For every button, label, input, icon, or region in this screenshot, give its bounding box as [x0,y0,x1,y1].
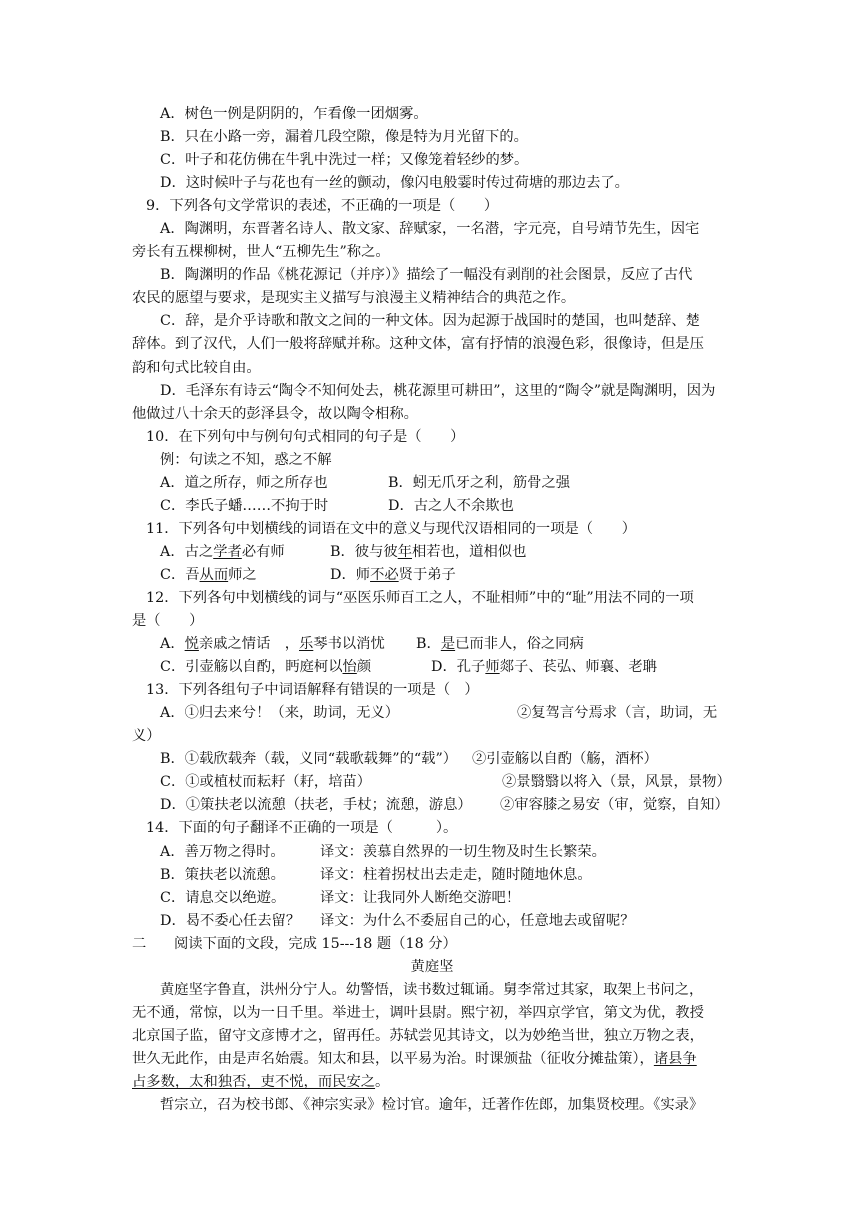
q12-option-a: A．悦亲戚之情话 ，乐琴书以消忧 [160,636,385,653]
q9-option-c-line1: C．辞，是介乎诗歌和散文之间的一种文体。因为起源于战国时的楚国，也叫楚辞、楚 [160,313,700,330]
q9-option-b-line2: 农民的愿望与要求，是现实主义描写与浪漫主义精神结合的典范之作。 [132,290,576,307]
q8-option-c: C．叶子和花仿佛在牛乳中洗过一样；又像笼着轻纱的梦。 [160,152,529,169]
underlined-sentence: 诸县争 [653,1050,697,1067]
passage-title: 黄庭坚 [410,958,454,975]
q9-option-a-line2: 旁长有五棵柳树，世人“五柳先生”称之。 [132,244,390,261]
q10-option-b: B．蚓无爪牙之利，筋骨之强 [388,474,571,491]
q12-stem-line2: 是（ ） [132,613,204,630]
q14-option-d: D．曷不委心任去留？ 译文：为什么不委屈自己的心，任意地去或留呢？ [160,912,635,929]
q12-option-c: C．引壶觞以自酌，眄庭柯以怡颜 [160,659,372,676]
section2-heading: 二 阅读下面的文段，完成 15---18 题（18 分） [132,935,457,952]
q8-option-b: B．只在小路一旁，漏着几段空隙，像是特为月光留下的。 [160,129,528,146]
q11-option-a: A．古之学者必有师 [160,543,285,560]
passage-line: 占多数，太和独否，吏不悦，而民安之。 [132,1073,390,1090]
q11-stem: 11．下列各句中划横线的词语在文中的意义与现代汉语相同的一项是（ ） [146,520,636,537]
underlined-word: 师 [485,659,500,676]
q8-option-a: A．树色一例是阴阴的，乍看像一团烟雾。 [160,106,428,122]
q12-options-ab [132,633,732,656]
q13-option-d: D．①策扶老以流憩（扶老，手杖；流憩，游息） ②审容膝之易安（审，觉察，自知） [160,797,729,814]
q11-options-ab [132,541,732,564]
passage-line: 哲宗立，召为校书郎、《神宗实录》检讨官。逾年，迁著作佐郎，加集贤校理。《实录》 [160,1097,704,1114]
q13-option-a: A．①归去来兮！（来，助词，无义） ②复驾言兮焉求（言，助词，无 [160,705,718,722]
q12-stem-line1: 12．下列各句中划横线的词与“巫医乐师百工之人，不耻相师”中的“耻”用法不同的一项 [146,589,694,606]
q9-option-c-line2: 辞体。到了汉代，人们一般将辞赋并称。这种文体，富有抒情的浪漫色彩，很像诗，但是压 [132,336,704,353]
q10-example: 例：句读之不知，惑之不解 [160,451,332,468]
q10-stem: 10．在下列句中与例句句式相同的句子是（ ） [146,428,465,445]
passage-line: 无不通，常惊，以为一日千里。举进士，调叶县尉。熙宁初，举四京学官，第文为优，教授 [132,1004,704,1021]
underlined-word: 从而 [199,566,229,583]
q10-option-d: D．古之人不余欺也 [388,497,514,514]
q13-option-c: C．①或植杖而耘耔（耔，培苗） ②景翳翳以将入（景，风景，景物） [160,774,731,791]
underlined-sentence: 占多数，太和独否，吏不悦，而民安之 [132,1073,376,1090]
q11-option-d: D．师不必贤于弟子 [330,566,456,583]
q11-option-b: B．彼与彼年相若也，道相似也 [330,543,527,560]
underlined-word: 是 [440,636,456,653]
q12-options-cd [132,656,732,679]
q11-options-cd [132,564,732,587]
q9-option-b-line1: B．陶渊明的作品《桃花源记（并序）》描绘了一幅没有剥削的社会图景，反应了古代 [160,267,693,284]
q10-option-a: A．道之所存，师之所存也 [160,474,328,491]
underlined-word: 年 [397,543,412,560]
q10-options-cd [132,495,732,518]
q9-option-a-line1: A．陶渊明，东晋著名诗人、散文家、辞赋家，一名潜，字元亮，自号靖节先生，因宅 [160,221,700,238]
underlined-word: 不必 [370,566,399,583]
underlined-word: 乐 [299,636,314,653]
q13-option-b: B．①载欣载奔（载，义同“载歌载舞”的“载”） ②引壶觞以自酌（觞，酒杯） [160,751,658,768]
q14-option-a: A．善万物之得时。 译文：羡慕自然界的一切生物及时生长繁荣。 [160,843,606,860]
q14-option-b: B．策扶老以流憩。 译文：柱着拐杖出去走走，随时随地休息。 [160,866,592,883]
underlined-word: 悦 [184,636,199,653]
q12-option-d: D．孔子师郯子、苌弘、师襄、老聃 [431,659,657,676]
passage-line: 黄庭坚字鲁直，洪州分宁人。幼警悟，读书数过辄诵。舅李常过其家，取架上书问之， [160,981,704,998]
q13-option-a-cont: 义） [132,728,161,745]
q14-option-c: C．请息交以绝遊。 译文：让我同外人断绝交游吧！ [160,889,521,906]
passage-line: 北京国子监，留守文彦博才之，留再任。苏轼尝见其诗文，以为妙绝当世，独立万物之表， [132,1027,704,1044]
q9-option-c-line3: 韵和句式比较自由。 [132,359,261,376]
q13-stem: 13．下列各组句子中词语解释有错误的一项是（ ） [146,682,479,699]
q9-stem: 9．下列各句文学常识的表述，不正确的一项是（ ） [146,198,499,215]
q14-stem: 14．下面的句子翻译不正确的一项是（ ）。 [146,820,458,837]
q12-option-b: B．是已而非人，俗之同病 [416,636,584,653]
underlined-word: 怡 [342,659,357,676]
exam-page [132,103,732,1117]
q10-option-c: C．李氏子蟠……不拘于时 [160,497,329,514]
q9-option-d-line2: 他做过八十余天的彭泽县令，故以陶令相称。 [132,405,418,422]
passage-line: 世久无此作，由是声名始震。知太和县，以平易为治。时课颁盐（征收分摊盐策），诸县争 [132,1050,697,1067]
q9-option-d-line1: D．毛泽东有诗云“陶令不知何处去，桃花源里可耕田”，这里的“陶令”就是陶渊明，因为 [160,382,716,399]
q10-options-ab [132,472,732,495]
q8-option-d: D．这时候叶子与花也有一丝的颤动，像闪电般霎时传过荷塘的那边去了。 [160,175,629,192]
q11-option-c: C．吾从而师之 [160,566,257,583]
underlined-word: 学者 [213,543,242,560]
